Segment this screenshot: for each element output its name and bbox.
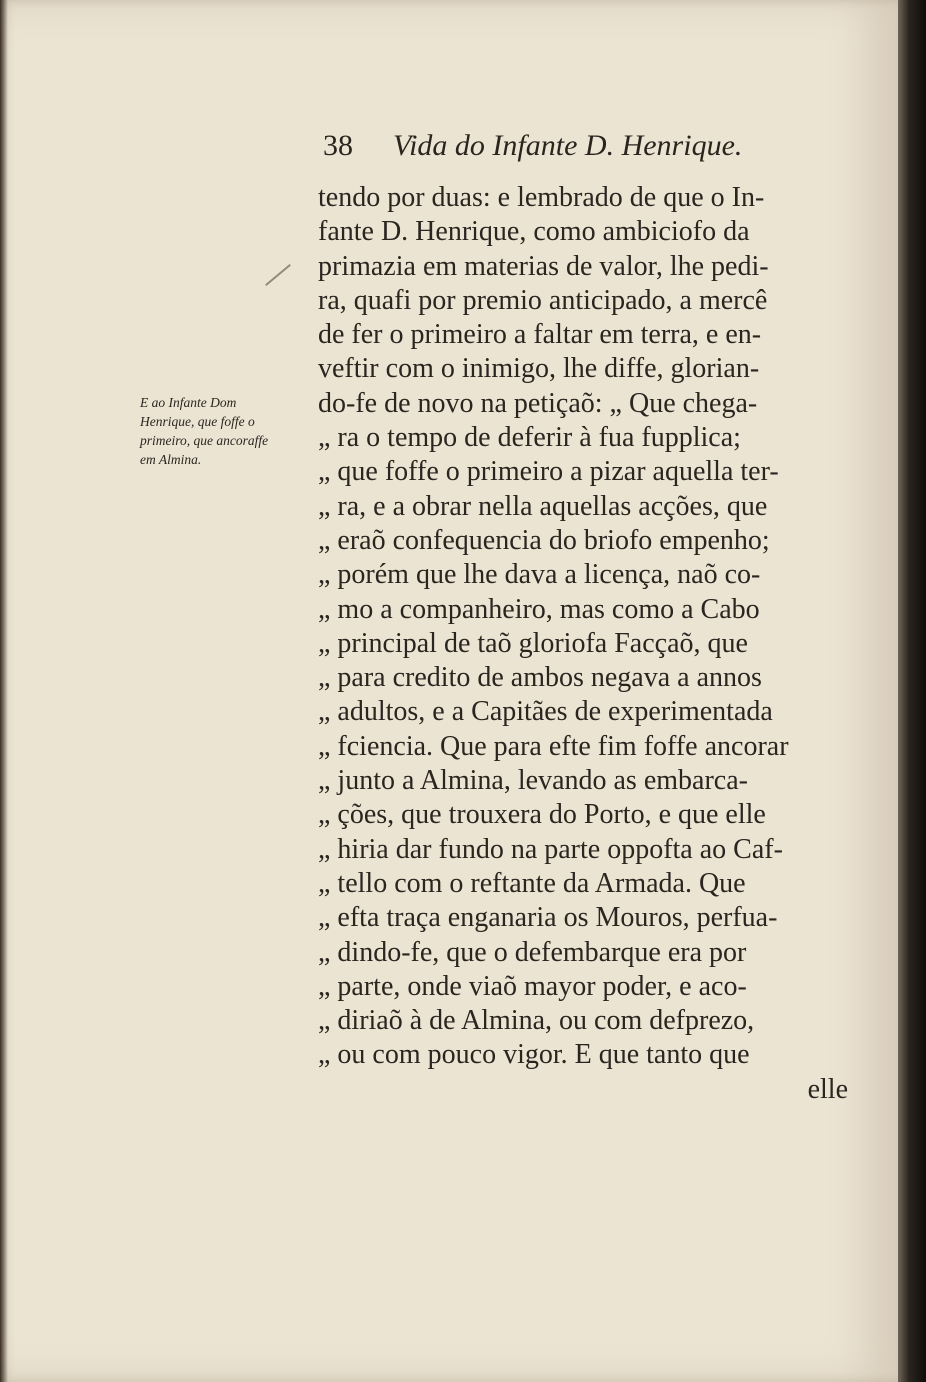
text-line: „ tello com o reftante da Armada. Que — [318, 867, 746, 899]
text-line: „ eraõ confequencia do briofo empenho; — [318, 524, 770, 556]
text-line: „ ra, e a obrar nella aquellas acções, que — [318, 490, 768, 522]
text-line: primazia em materias de valor, lhe pedi- — [318, 250, 769, 282]
page-header — [323, 126, 823, 166]
text-line: „ diriaõ à de Almina, ou com defprezo, — [318, 1005, 755, 1037]
text-line: de fer o primeiro a faltar em terra, e en- — [318, 319, 762, 351]
margin-note — [140, 393, 300, 469]
text-line: tendo por duas: e lembrado de que o In- — [318, 182, 765, 213]
text-line: „ mo a companheiro, mas como a Cabo — [318, 593, 760, 625]
text-line: „ adultos, e a Capitães de experimentada — [318, 696, 773, 728]
page-binding-edge — [0, 0, 8, 1382]
next-page-edge — [898, 0, 926, 1382]
text-line: ra, quafi por premio anticipado, a mercê — [318, 284, 768, 316]
text-line: „ efta traça enganaria os Mouros, perfua- — [318, 902, 778, 934]
text-line: do-fe de novo na petiçaõ: „ Que chega- — [318, 387, 758, 419]
page-number: 38 — [323, 129, 353, 162]
text-line: „ dindo-fe, que o defembarque era por — [318, 936, 747, 968]
text-line: „ junto a Almina, levando as embarca- — [318, 765, 748, 797]
text-line: veftir com o inimigo, lhe diffe, glorian- — [318, 353, 760, 385]
text-line: „ para credito de ambos negava a annos — [318, 662, 762, 694]
running-title: Vida do Infante D. Henrique. — [393, 129, 743, 162]
text-line: „ ou com pouco vigor. E que tanto que — [318, 1039, 750, 1071]
margin-note-line: Henrique, que foffe o — [140, 414, 255, 429]
text-line: „ ções, que trouxera do Porto, e que elle — [318, 799, 766, 831]
text-line: „ principal de taõ gloriofa Facçaõ, que — [318, 627, 748, 659]
body-text — [318, 181, 848, 1107]
text-line: „ ra o tempo de deferir à fua fupplica; — [318, 422, 741, 454]
catchword: elle — [807, 1073, 848, 1105]
text-line: fante D. Henrique, como ambiciofo da — [318, 216, 750, 248]
text-line: „ parte, onde viaõ mayor poder, e aco- — [318, 970, 747, 1002]
margin-note-line: E ao Infante Dom — [140, 395, 237, 410]
text-line: „ que foffe o primeiro a pizar aquella ter- — [318, 456, 779, 488]
text-line: „ porém que lhe dava a licença, naõ co- — [318, 559, 761, 591]
text-line: „ fciencia. Que para efte fim foffe ancorar — [318, 730, 789, 762]
margin-note-line: primeiro, que ancoraffe — [140, 433, 269, 448]
margin-note-line: em Almina. — [140, 452, 202, 467]
text-line: „ hiria dar fundo na parte oppofta ao Caf- — [318, 833, 783, 865]
